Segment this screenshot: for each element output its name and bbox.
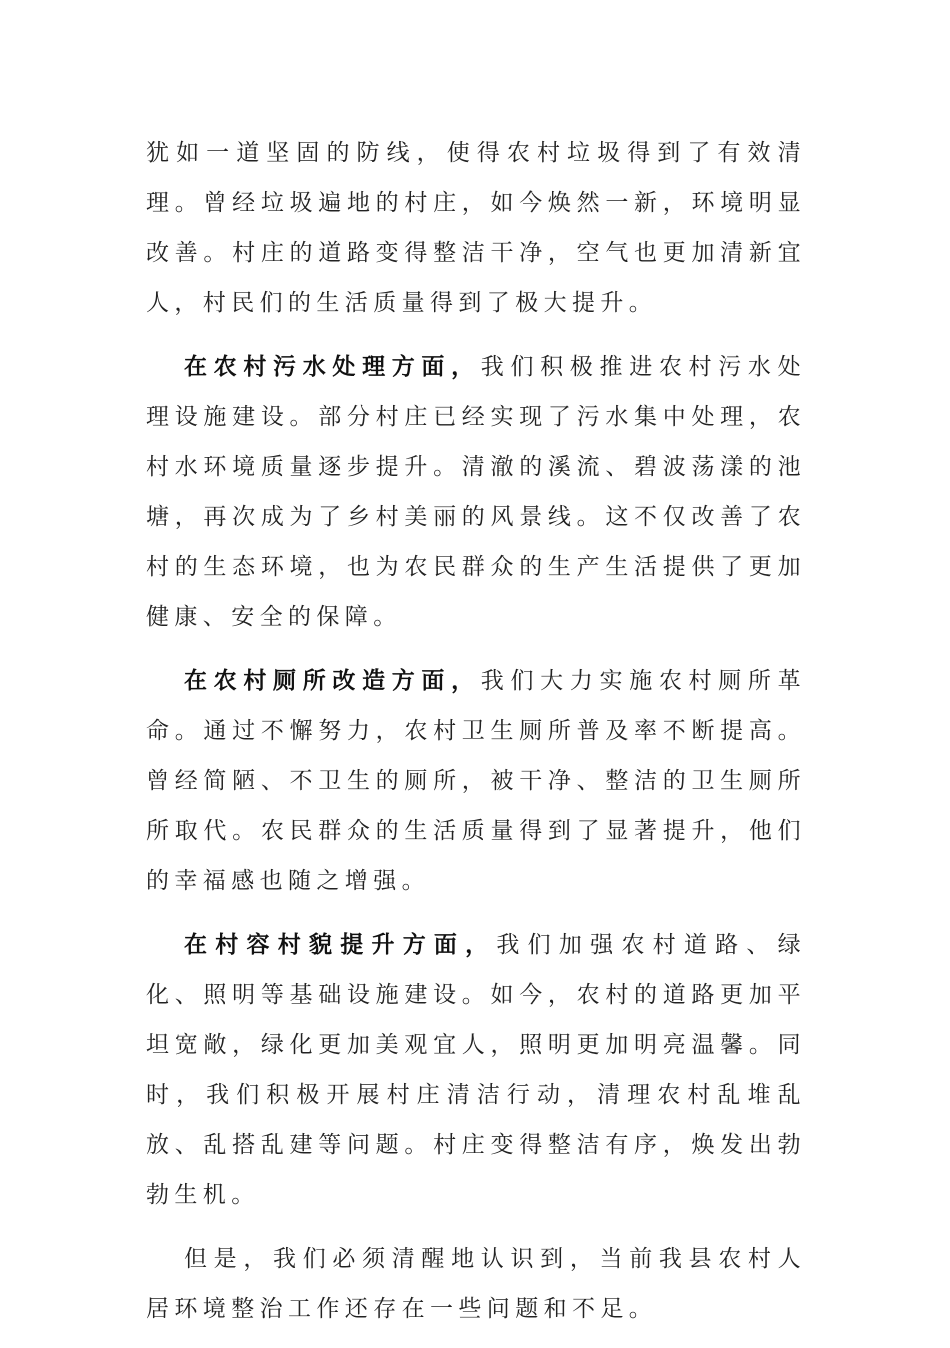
paragraph-garbage-continuation: [146, 128, 806, 328]
paragraph-text: 但是，我们必须清醒地认识到，当前我县农村人居环境整治工作还存在一些问题和不足。: [146, 1246, 806, 1322]
document-page: [146, 128, 806, 1348]
paragraph-heading: 在村容村貌提升方面，: [184, 931, 497, 958]
paragraph-text: 我们积极推进农村污水处理设施建设。部分村庄已经实现了污水集中处理，农村水环境质量逐步提升。清澈的溪流、碧波荡漾的池塘，再次成为了乡村美丽的风景线。这不仅改善了农村的生态环境，也为农民群众的生产生活提供了更加健康、安全的保障。: [146, 354, 806, 630]
paragraph-village-appearance: [146, 920, 806, 1220]
paragraph-heading: 在农村污水处理方面，: [184, 353, 481, 380]
paragraph-heading: 在农村厕所改造方面，: [184, 667, 481, 694]
paragraph-text: 我们大力实施农村厕所革命。通过不懈努力，农村卫生厕所普及率不断提高。曾经简陋、不卫生的厕所，被干净、整洁的卫生厕所所取代。农民群众的生活质量得到了显著提升，他们的幸福感也随之增强。: [146, 668, 806, 894]
paragraph-sewage: [146, 342, 806, 642]
paragraph-text: 我们加强农村道路、绿化、照明等基础设施建设。如今，农村的道路更加平坦宽敞，绿化更加美观宜人，照明更加明亮温馨。同时，我们积极开展村庄清洁行动，清理农村乱堆乱放、乱搭乱建等问题。村庄变得整洁有序，焕发出勃勃生机。: [146, 932, 807, 1208]
paragraph-problems: [146, 1234, 806, 1334]
paragraph-toilet: [146, 656, 806, 906]
paragraph-text: 犹如一道坚固的防线，使得农村垃圾得到了有效清理。曾经垃圾遍地的村庄，如今焕然一新，环境明显改善。村庄的道路变得整洁干净，空气也更加清新宜人，村民们的生活质量得到了极大提升。: [146, 140, 806, 316]
